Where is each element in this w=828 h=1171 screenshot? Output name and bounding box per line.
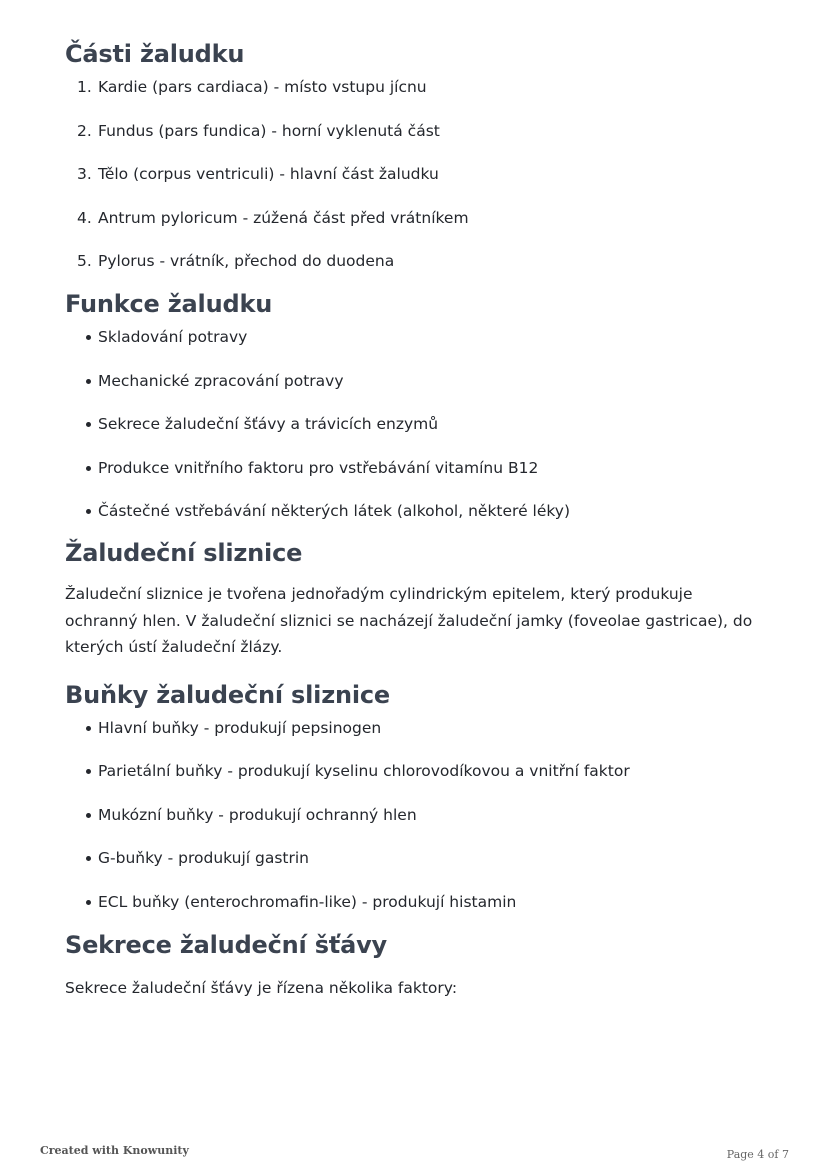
list-item: Parietální buňky - produkují kyselinu chlorovodíkovou a vnitřní faktor (65, 760, 775, 782)
list-item: G-buňky - produkují gastrin (65, 847, 775, 869)
bullet-icon (86, 335, 91, 340)
bullet-icon (86, 769, 91, 774)
parts-list (65, 76, 775, 272)
list-item: 2. Fundus (pars fundica) - horní vyklenutá část (77, 121, 440, 140)
footer-credit: Created with Knowunity (40, 1144, 189, 1157)
bullet-icon (86, 726, 91, 731)
functions-list (65, 326, 775, 522)
list-item: Částečné vstřebávání některých látek (alkohol, některé léky) (65, 500, 775, 522)
bullet-icon (86, 466, 91, 471)
cells-list (65, 717, 775, 913)
list-item: 3. Tělo (corpus ventriculi) - hlavní část žaludku (77, 165, 439, 183)
list-item: 4. Antrum pyloricum - zúžená část před vrátníkem (77, 208, 469, 227)
bullet-icon (86, 509, 91, 514)
heading-mucosa: Žaludeční sliznice (65, 539, 303, 567)
list-item: ECL buňky (enterochromafin-like) - produkují histamin (65, 891, 775, 913)
bullet-icon (86, 422, 91, 427)
list-item: 1. Kardie (pars cardiaca) - místo vstupu jícnu (77, 78, 427, 96)
heading-parts: Části žaludku (65, 40, 245, 68)
list-item: Hlavní buňky - produkují pepsinogen (65, 717, 775, 739)
bullet-icon (86, 379, 91, 384)
list-item: Skladování potravy (65, 326, 775, 348)
list-item: Mukózní buňky - produkují ochranný hlen (65, 804, 775, 826)
mucosa-paragraph: Žaludeční sliznice je tvořena jednořadým cylindrickým epitelem, který produkuje ochranný hlen. V žaludeční sliznici se nacházejí žaludeční jamky (foveolae gastricae), do kterých ústí žaludeční žlázy. (65, 585, 753, 656)
heading-secretion: Sekrece žaludeční šťávy (65, 930, 387, 959)
heading-cells: Buňky žaludeční sliznice (65, 680, 390, 709)
bullet-icon (86, 900, 91, 905)
bullet-icon (86, 813, 91, 818)
secretion-paragraph: Sekrece žaludeční šťávy je řízena několika faktory: (65, 978, 458, 997)
list-item: Sekrece žaludeční šťávy a trávicích enzymů (65, 413, 775, 435)
page-number: Page 4 of 7 (726, 1148, 789, 1161)
list-item: Mechanické zpracování potravy (65, 370, 775, 392)
document-body (65, 38, 775, 1001)
list-item: 5. Pylorus - vrátník, přechod do duodena (77, 252, 395, 270)
heading-functions: Funkce žaludku (65, 290, 273, 318)
list-item: Produkce vnitřního faktoru pro vstřebávání vitamínu B12 (65, 457, 775, 479)
bullet-icon (86, 856, 91, 861)
